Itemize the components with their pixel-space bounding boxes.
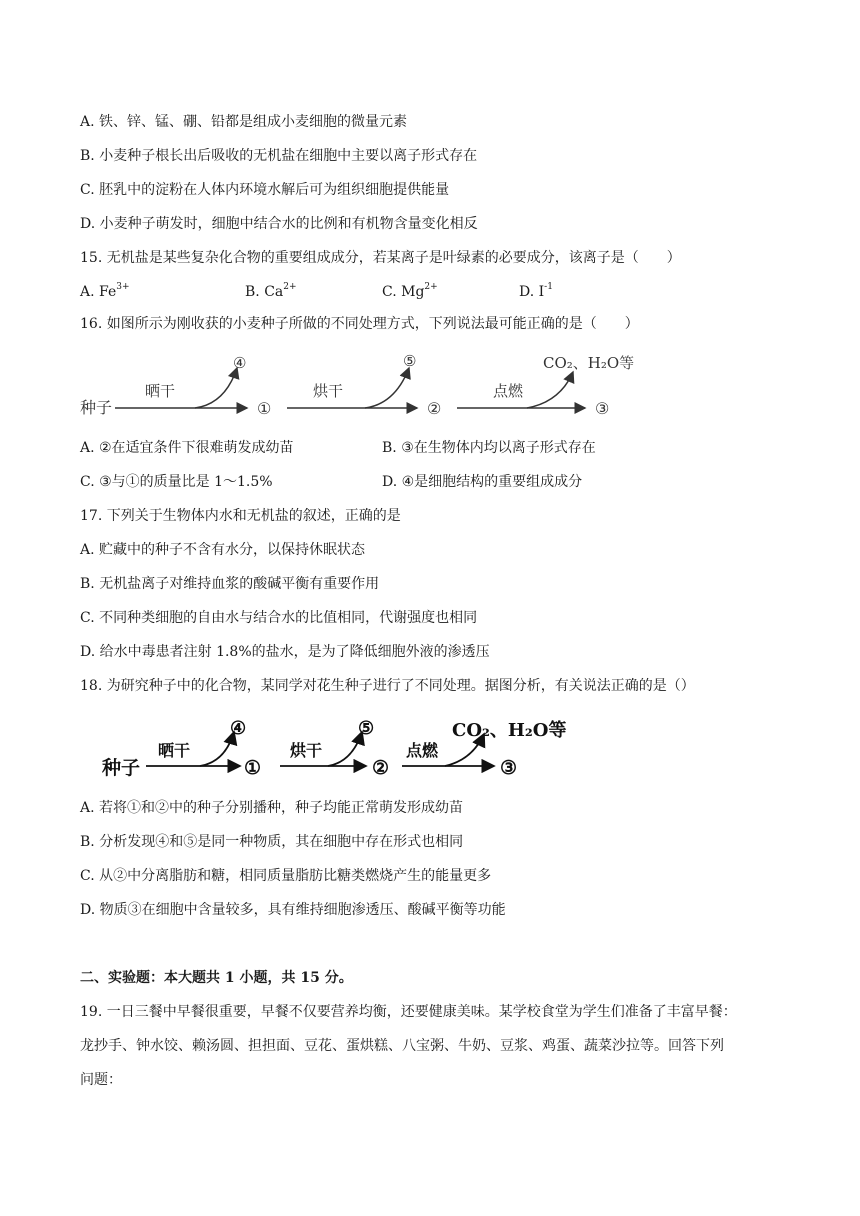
q14-option-a: A. 铁、锌、锰、硼、铅都是组成小麦细胞的微量元素 [80,114,408,130]
section-2-heading: 二、实验题：本大题共 1 小题，共 15 分。 [80,970,353,986]
q18-branch-2: ⑤ [358,718,375,739]
q16-option-d: D. ④是细胞结构的重要组成成分 [382,474,583,490]
q18-option-c: C. 从②中分离脂肪和糖，相同质量脂肪比糖类燃烧产生的能量更多 [80,868,492,884]
q15-option-b: B. $Ca^{2+}$ [245,282,297,300]
q18-stem: 18. 为研究种子中的化合物，某同学对花生种子进行了不同处理。据图分析，有关说法正确的是（） [80,678,695,694]
q16-option-b: B. ③在生物体内均以离子形式存在 [382,440,596,456]
q14-option-d: D. 小麦种子萌发时，细胞中结合水的比例和有机物含量变化相反 [80,216,478,232]
q16-stem: 16. 如图所示为刚收获的小麦种子所做的不同处理方式，下列说法最可能正确的是（ ） [80,316,639,332]
q18-branch-3: CO₂、H₂O等 [452,720,567,741]
q16-branch-1: ④ [233,354,247,372]
q18-result-2: ② [372,757,390,779]
q15-option-d: D. $I^{-1}$ [519,282,553,300]
q16-result-1: ① [257,399,272,418]
q17-option-d: D. 给水中毒患者注射 1.8%的盐水，是为了降低细胞外液的渗透压 [80,644,490,660]
q15-stem: 15. 无机盐是某些复杂化合物的重要组成成分，若某离子是叶绿素的必要成分，该离子是（ ） [80,250,681,266]
q18-branch-1: ④ [230,718,247,739]
q16-option-a: A. ②在适宜条件下很难萌发成幼苗 [80,440,294,456]
q16-start-label: 种子 [80,398,113,417]
q16-branch-3: CO₂、H₂O等 [543,354,635,372]
q16-option-c: C. ③与①的质量比是 1～1.5% [80,474,273,490]
q15-option-c: C. $Mg^{2+}$ [382,282,438,300]
q14-option-c: C. 胚乳中的淀粉在人体内环境水解后可为组织细胞提供能量 [80,182,450,198]
q18-option-b: B. 分析发现④和⑤是同一种物质，其在细胞中存在形式也相同 [80,834,464,850]
q14-option-b: B. 小麦种子根长出后吸收的无机盐在细胞中主要以离子形式存在 [80,148,478,164]
q18-result-3: ③ [500,757,518,779]
q16-branch-2: ⑤ [403,352,417,370]
q16-result-2: ② [427,399,442,418]
q15-option-a: A. $Fe^{3+}$ [80,282,130,300]
q18-process-2: 烘干 [290,741,323,760]
q17-stem: 17. 下列关于生物体内水和无机盐的叙述，正确的是 [80,508,401,524]
q19-line-1: 19. 一日三餐中早餐很重要，早餐不仅要营养均衡，还要健康美味。某学校食堂为学生们准备了丰富早餐： [80,1004,737,1020]
q16-process-1: 晒干 [145,382,176,400]
q17-option-c: C. 不同种类细胞的自由水与结合水的比值相同，代谢强度也相同 [80,610,478,626]
q16-process-2: 烘干 [313,382,344,400]
q18-flow-diagram [100,710,580,786]
q16-flow-diagram [75,346,655,426]
q18-result-1: ① [244,757,262,779]
q19-line-3: 问题： [80,1072,122,1088]
q18-process-1: 晒干 [158,741,191,760]
q18-process-3: 点燃 [406,741,439,760]
q17-option-a: A. 贮藏中的种子不含有水分，以保持休眠状态 [80,542,366,558]
q18-start-label: 种子 [102,757,141,779]
q19-line-2: 龙抄手、钟水饺、赖汤圆、担担面、豆花、蛋烘糕、八宝粥、牛奶、豆浆、鸡蛋、蔬菜沙拉等。回答下列 [80,1038,724,1054]
q18-option-a: A. 若将①和②中的种子分别播种，种子均能正常萌发形成幼苗 [80,800,464,816]
q16-result-3: ③ [595,399,610,418]
q18-option-d: D. 物质③在细胞中含量较多，具有维持细胞渗透压、酸碱平衡等功能 [80,902,506,918]
q16-process-3: 点燃 [493,382,524,400]
q17-option-b: B. 无机盐离子对维持血浆的酸碱平衡有重要作用 [80,576,380,592]
